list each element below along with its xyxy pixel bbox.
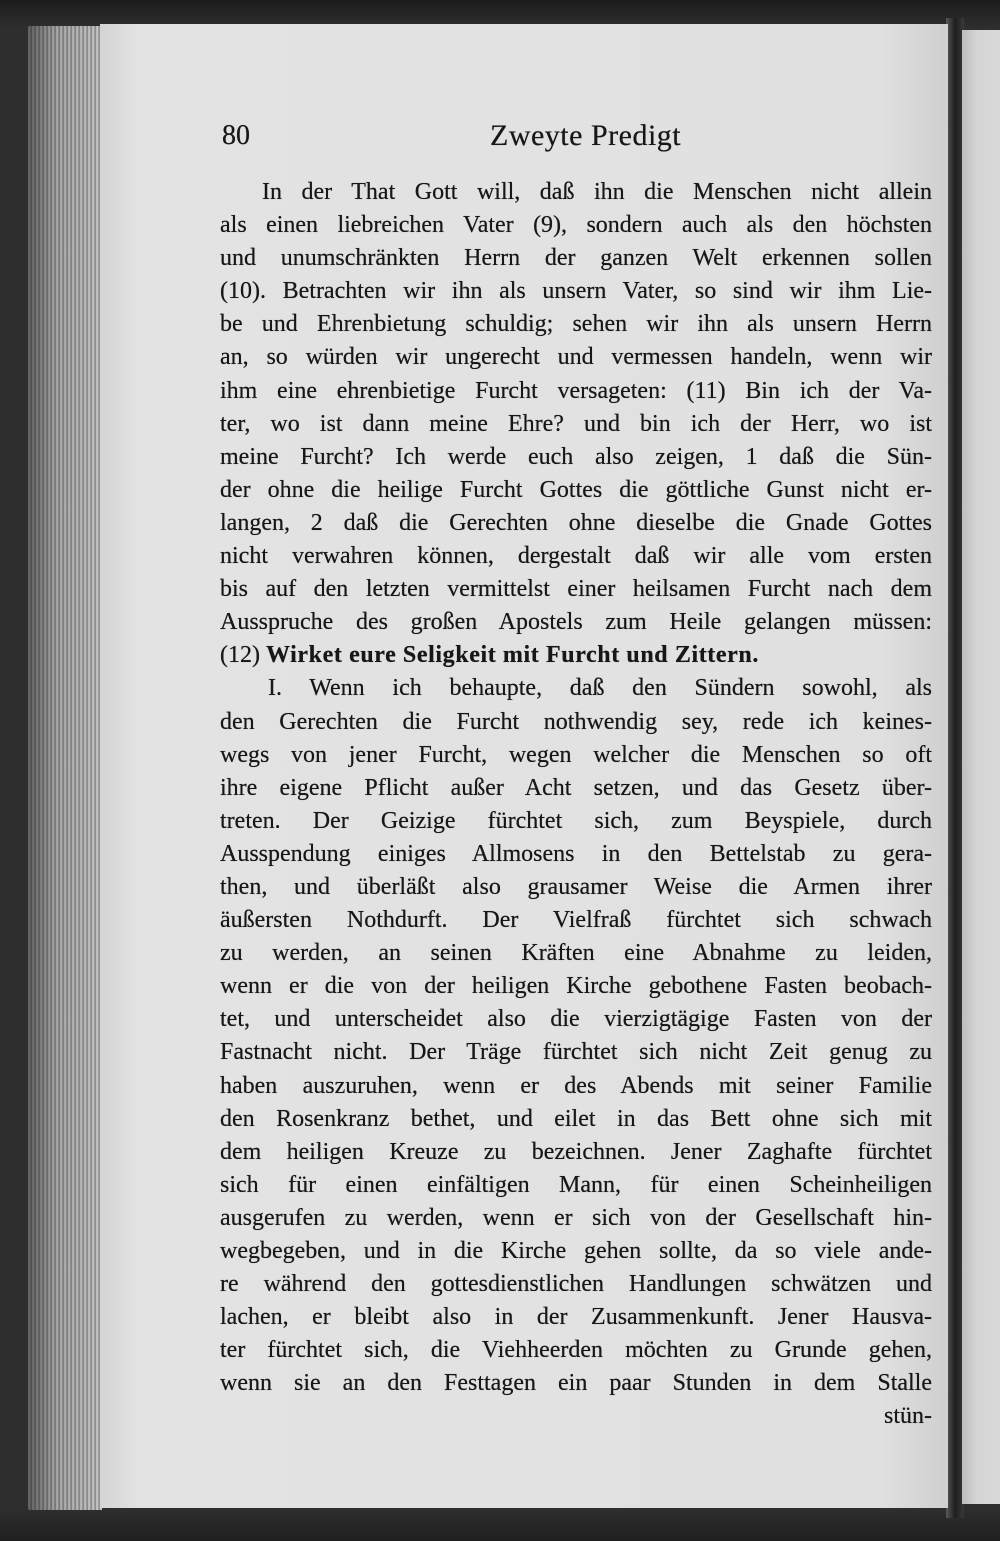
text-line: wenn sie an den Festtagen ein paar Stunden in dem Stalle <box>220 1370 932 1397</box>
text-line <box>220 639 932 672</box>
text-line: und unumschränkten Herrn der ganzen Welt erkennen sollen <box>220 245 932 272</box>
text-line: wegs von jener Furcht, wegen welcher die Menschen so oft <box>220 741 932 768</box>
facing-page-edge <box>962 30 1000 1504</box>
text-line: Ausspendung einiges Allmosens in den Bettelstab zu gera- <box>220 840 932 867</box>
text-line: be und Ehrenbietung schuldig; sehen wir ihn als unsern Herrn <box>220 311 932 338</box>
text-line: Ausspruche des großen Apostels zum Heile gelangen müssen: <box>220 609 932 636</box>
text-line: Fastnacht nicht. Der Träge fürchtet sich nicht Zeit genug zu <box>220 1039 932 1066</box>
book-page <box>100 24 948 1508</box>
text-line: nicht verwahren können, dergestalt daß wir alle vom ersten <box>220 543 932 570</box>
text-line: zu werden, an seinen Kräften eine Abnahme zu leiden, <box>220 940 932 967</box>
text-line: re während den gottesdienstlichen Handlungen schwätzen und <box>220 1271 932 1298</box>
text-line: ter fürchtet sich, die Viehheerden möchten zu Grunde gehen, <box>220 1337 932 1364</box>
scripture-quote: Wirket eure Seligkeit mit Furcht und Zittern. <box>265 642 759 669</box>
text-line: lachen, er bleibt also in der Zusammenkunft. Jener Hausva- <box>220 1304 932 1331</box>
text-line: tet, und unterscheidet also die vierzigtägige Fasten von der <box>220 1006 932 1033</box>
text-line: den Rosenkranz bethet, und eilet in das Bett ohne sich mit <box>220 1105 932 1132</box>
text-line: haben auszuruhen, wenn er des Abends mit seiner Familie <box>220 1072 932 1099</box>
text-line: langen, 2 daß die Gerechten ohne dieselbe die Gnade Gottes <box>220 509 932 536</box>
text-line: bis auf den letzten vermittelst einer heilsamen Furcht nach dem <box>220 576 932 603</box>
text-line: then, und überläßt also grausamer Weise die Armen ihrer <box>220 873 932 900</box>
text-line: als einen liebreichen Vater (9), sondern auch als den höchsten <box>220 212 932 239</box>
text-line: äußersten Nothdurft. Der Vielfraß fürchtet sich schwach <box>220 907 932 934</box>
text-line: ter, wo ist dann meine Ehre? und bin ich der Herr, wo ist <box>220 410 932 437</box>
catchword: stün- <box>884 1403 932 1430</box>
text-line: (10). Betrachten wir ihn als unsern Vater, so sind wir ihm Lie- <box>220 278 932 305</box>
text-line: den Gerechten die Furcht nothwendig sey, rede ich keines- <box>220 708 932 735</box>
text-line: ihm eine ehrenbietige Furcht versageten: (11) Bin ich der Va- <box>220 377 932 404</box>
text-line: der ohne die heilige Furcht Gottes die göttliche Gunst nicht er- <box>220 476 932 503</box>
text-line: dem heiligen Kreuze zu bezeichnen. Jener Zaghafte fürchtet <box>220 1138 932 1165</box>
page-number: 80 <box>222 120 250 151</box>
text-line: I. Wenn ich behaupte, daß den Sündern sowohl, als <box>268 675 932 702</box>
text-line: sich für einen einfältigen Mann, für einen Scheinheiligen <box>220 1171 932 1198</box>
text-line: wegbegeben, und in die Kirche gehen sollte, da so viele ande- <box>220 1238 932 1264</box>
text-line: treten. Der Geizige fürchtet sich, zum Beyspiele, durch <box>220 807 932 834</box>
scripture-reference: (12) <box>220 642 260 669</box>
text-line: In der That Gott will, daß ihn die Menschen nicht allein <box>262 179 932 205</box>
page-edge-stack <box>28 26 102 1510</box>
running-head: Zweyte Predigt <box>490 119 682 152</box>
text-line: wenn er die von der heiligen Kirche gebothene Fasten beobach- <box>220 973 932 1000</box>
text-line: ausgerufen zu werden, wenn er sich von der Gesellschaft hin- <box>220 1204 932 1231</box>
body-text <box>220 176 932 1434</box>
text-line: an, so würden wir ungerecht und vermessen handeln, wenn wir <box>220 344 932 371</box>
text-line: ihre eigene Pflicht außer Acht setzen, und das Gesetz über- <box>220 774 932 801</box>
text-line: meine Furcht? Ich werde euch also zeigen, 1 daß die Sün- <box>220 443 932 470</box>
